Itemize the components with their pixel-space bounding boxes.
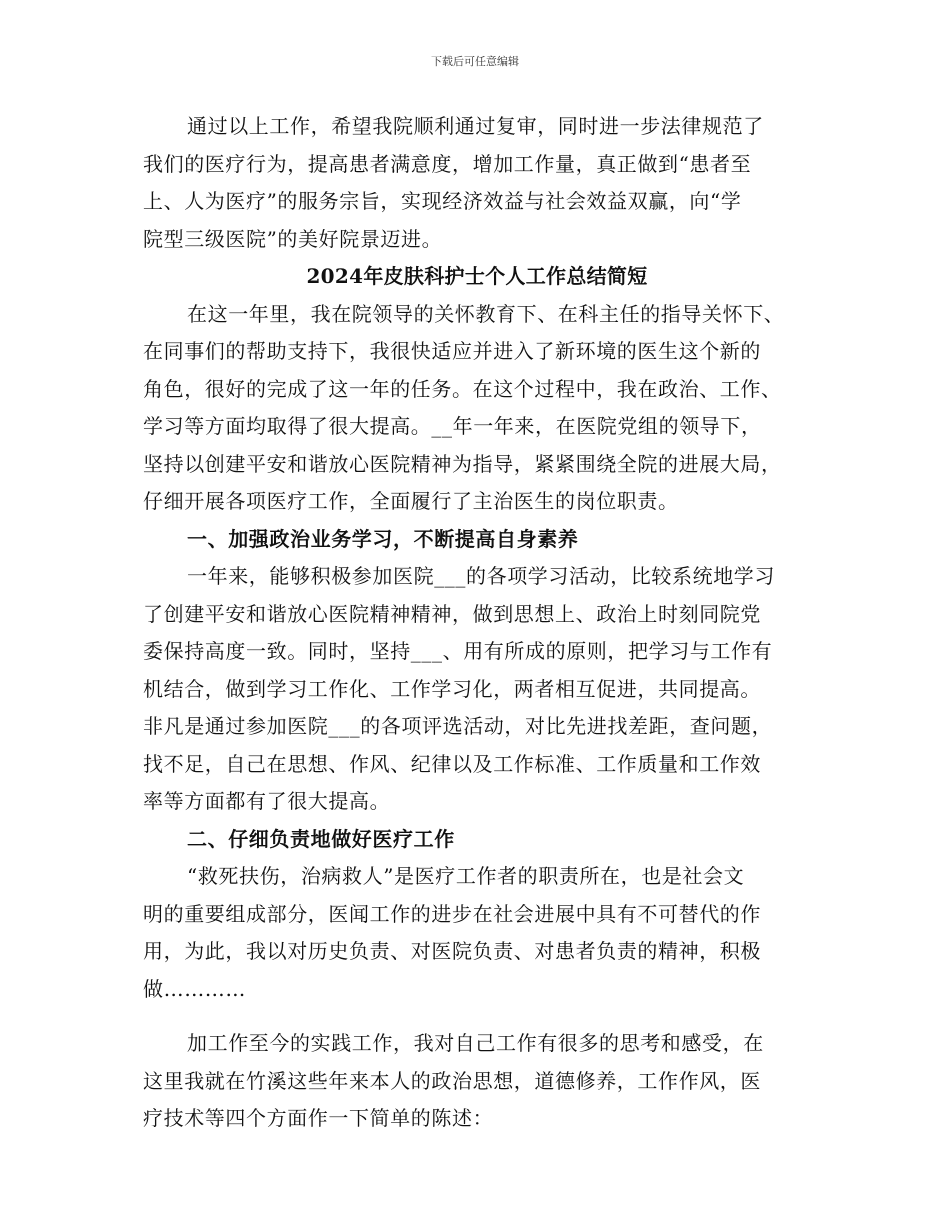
paragraph-line: 院型三级医院”的美好院景迈进。 bbox=[143, 226, 443, 251]
paragraph-line: 非凡是通过参加医院___的各项评选活动，对比先进找差距，查问题， bbox=[143, 714, 773, 738]
paragraph-line: 角色，很好的完成了这一年的任务。在这个过程中，我在政治、工作、 bbox=[143, 376, 782, 401]
paragraph-line: 在这一年里，我在院领导的关怀教育下、在科主任的指导关怀下、 bbox=[187, 301, 785, 326]
paragraph-line: 了创建平安和谐放心医院精神精神，做到思想上、政治上时刻同院党 bbox=[143, 601, 761, 626]
paragraph-line: 在同事们的帮助支持下，我很快适应并进入了新环境的医生这个新的 bbox=[143, 339, 761, 363]
paragraph-line: 一年来，能够积极参加医院___的各项学习活动，比较系统地学习 bbox=[187, 564, 775, 588]
paragraph-line: 通过以上工作，希望我院顺利通过复审，同时进一步法律规范了 bbox=[187, 114, 764, 138]
paragraph-line: 委保持高度一致。同时，坚持___、用有所成的原则，把学习与工作有 bbox=[143, 639, 773, 663]
paragraph-line: 用，为此，我以对历史负责、对医院负责、对患者负责的精神，积极 bbox=[143, 939, 761, 963]
paragraph-line: 明的重要组成部分，医闻工作的进步在社会进展中具有不可替代的作 bbox=[143, 901, 761, 926]
paragraph-line: 机结合，做到学习工作化、工作学习化，两者相互促进，共同提高。 bbox=[143, 676, 761, 701]
paragraph-line: 做………… bbox=[143, 976, 246, 1001]
paragraph-line: “救死扶伤，治病救人”是医疗工作者的职责所在，也是社会文 bbox=[187, 864, 745, 888]
section-heading: 一、加强政治业务学习，不断提高自身素养 bbox=[187, 526, 579, 551]
paragraph-line: 坚持以创建平安和谐放心医院精神为指导，紧紧围绕全院的进展大局， bbox=[143, 451, 782, 476]
paragraph-line: 加工作至今的实践工作，我对自己工作有很多的思考和感受，在 bbox=[187, 1031, 764, 1055]
section-heading: 二、仔细负责地做好医疗工作 bbox=[187, 826, 455, 851]
paragraph-line: 我们的医疗行为，提高患者满意度，增加工作量，真正做到“患者至 bbox=[143, 151, 752, 176]
paragraph-line: 找不足，自己在思想、作风、纪律以及工作标准、工作质量和工作效 bbox=[143, 751, 761, 776]
document-body bbox=[143, 108, 811, 1138]
paragraph-line: 率等方面都有了很大提高。 bbox=[143, 789, 391, 813]
paragraph-line: 仔细开展各项医疗工作，全面履行了主治医生的岗位职责。 bbox=[143, 489, 679, 513]
document-title: 2024年皮肤科护士个人工作总结简短 bbox=[306, 264, 648, 288]
page-header-note: 下载后可任意编辑 bbox=[431, 55, 519, 68]
paragraph-gap bbox=[143, 1008, 811, 1025]
paragraph-line: 疗技术等四个方面作一下简单的陈述： bbox=[143, 1106, 494, 1130]
paragraph-line: 学习等方面均取得了很大提高。__年一年来，在医院党组的领导下， bbox=[143, 414, 762, 438]
paragraph-line: 这里我就在竹溪这些年来本人的政治思想，道德修养，工作作风，医 bbox=[143, 1068, 761, 1093]
paragraph-line: 上、人为医疗”的服务宗旨，实现经济效益与社会效益双赢，向“学 bbox=[143, 189, 742, 213]
